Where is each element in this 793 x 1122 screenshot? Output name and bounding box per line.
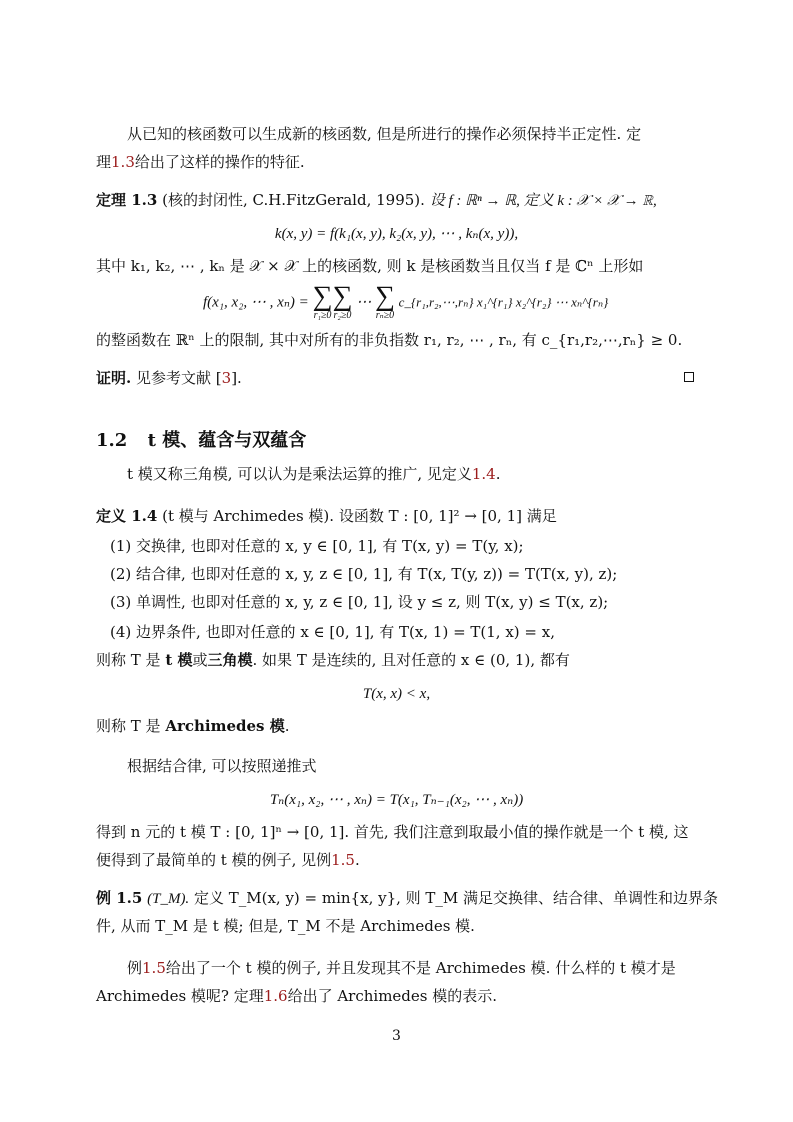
example-title: (T_M). [147, 891, 190, 907]
section-title: t 模、蕴含与双蕴含 [147, 430, 307, 451]
proof [96, 368, 242, 388]
theorem-line3: 的整函数在 ℝⁿ 上的限制, 其中对所有的非负指数 r₁, r₂, ⋯ , rₙ, 有 c_{r₁,r₂,⋯,rₙ} ≥ 0. [96, 331, 683, 349]
definition-item-2: (2) 结合律, 也即对任意的 x, y, z ∈ [0, 1], 有 T(x, T(y, z)) = T(T(x, y), z); [110, 565, 618, 583]
section-heading [96, 426, 306, 452]
definition-item-1: (1) 交换律, 也即对任意的 x, y ∈ [0, 1], 有 T(x, y) = T(y, x); [110, 537, 524, 555]
theorem-1-3-header [96, 190, 657, 211]
para3-line3 [96, 850, 360, 870]
definition-title: (t 模与 Archimedes 模). [162, 507, 335, 525]
definition-final [96, 716, 290, 736]
concl-e: . 如果 T 是连续的, 且对任意的 x ∈ (0, 1), 都有 [252, 651, 570, 669]
sum-n [374, 281, 395, 321]
para1-line2 [96, 152, 305, 172]
final-c: . [284, 717, 290, 735]
theorem-title: (核的封闭性, C.H.FitzGerald, 1995). [162, 191, 425, 209]
definition-1-4-header [96, 506, 557, 526]
para4-line2-b: 给出了 Archimedes 模的表示. [287, 987, 498, 1005]
final-a: 则称 T 是 [96, 717, 161, 735]
eq2-term: c_{r₁,r₂,⋯,rₙ} x₁^{r₁} x₂^{r₂} ⋯ xₙ^{rₙ} [398, 294, 609, 310]
example-line1-text: 定义 T_M(x, y) = min{x, y}, 则 T_M 满足交换律、结合律、单调性和边界条 [193, 889, 719, 907]
para4-line1 [127, 958, 676, 978]
para2-text-a: t 模又称三角模, 可以认为是乘法运算的推广, 见定义 [127, 465, 472, 483]
para4-line1-a: 例 [127, 959, 143, 977]
final-b: Archimedes 模 [165, 717, 285, 735]
para4-line2-a: Archimedes 模呢? 定理 [96, 987, 264, 1005]
example-1-5-line2: 件, 从而 T_M 是 t 模; 但是, T_M 不是 Archimedes 模. [96, 917, 475, 935]
theorem-eq1: k(x, y) = f(k₁(x, y), k₂(x, y), ⋯ , kₙ(x, y)), [274, 226, 519, 242]
theorem-eq2 [203, 281, 609, 321]
sigma-icon: ∑ [312, 281, 333, 312]
concl-b: t 模 [165, 651, 193, 669]
proof-text-a: 见参考文献 [ [136, 369, 222, 387]
page-number: 3 [392, 1028, 401, 1044]
concl-d: 三角模 [207, 651, 253, 669]
concl-c: 或 [192, 651, 208, 669]
definition-conclusion [96, 650, 570, 670]
sigma-icon: ∑ [374, 281, 395, 312]
para1-line1: 从已知的核函数可以生成新的核函数, 但是所进行的操作必须保持半正定性. 定 [127, 125, 642, 143]
definition-eq: T(x, x) < x, [362, 686, 431, 702]
qed-box-icon [684, 372, 694, 382]
definition-item-4: (4) 边界条件, 也即对任意的 x ∈ [0, 1], 有 T(x, 1) = T(1, x) = x, [110, 623, 555, 641]
definition-item-3: (3) 单调性, 也即对任意的 x, y, z ∈ [0, 1], 设 y ≤ z, 则 T(x, y) ≤ T(x, z); [110, 593, 609, 611]
theorem-ref-link-2[interactable]: 1.6 [263, 987, 288, 1005]
concl-a: 则称 T 是 [96, 651, 161, 669]
para3-line3-b: . [354, 851, 360, 869]
para1-line2-a: 理 [96, 153, 112, 171]
sum-1 [312, 281, 333, 321]
definition-label: 定义 1.4 [96, 507, 158, 525]
example-ref-link[interactable]: 1.5 [331, 851, 355, 869]
para4-line1-b: 给出了一个 t 模的例子, 并且发现其不是 Archimedes 模. 什么样的 t 模才是 [165, 959, 676, 977]
theorem-ref-link[interactable]: 1.3 [111, 153, 135, 171]
para3-line1: 根据结合律, 可以按照递推式 [127, 757, 317, 775]
section-number: 1.2 [96, 430, 128, 451]
eq2-dots: ⋯ [356, 294, 372, 311]
example-1-5-line1 [96, 888, 718, 909]
sum-1-limit: r₁≥0 [313, 310, 332, 321]
para3-line2: 得到 n 元的 t 模 T : [0, 1]ⁿ → [0, 1]. 首先, 我们注意到取最小值的操作就是一个 t 模, 这 [96, 823, 689, 841]
definition-ref-link[interactable]: 1.4 [471, 465, 496, 483]
para3-eq: Tₙ(x₁, x₂, ⋯ , xₙ) = T(x₁, Tₙ₋₁(x₂, ⋯ , xₙ)) [269, 792, 524, 808]
para2-text-b: . [495, 465, 501, 483]
proof-text-b: ]. [231, 369, 242, 387]
theorem-intro: 设 f : ℝⁿ → ℝ, 定义 k : 𝒳 × 𝒳 → ℝ, [429, 193, 657, 209]
para3-line3-a: 便得到了最简单的 t 模的例子, 见例 [96, 851, 332, 869]
proof-label: 证明. [96, 369, 132, 387]
para4-line2 [96, 986, 497, 1006]
citation-link[interactable]: 3 [221, 369, 232, 387]
para2 [127, 464, 501, 484]
sigma-icon: ∑ [332, 281, 353, 312]
eq2-lhs: f(x₁, x₂, ⋯ , xₙ) = [203, 294, 309, 311]
theorem-line2: 其中 k₁, k₂, ⋯ , kₙ 是 𝒳 × 𝒳 上的核函数, 则 k 是核函数当且仅当 f 是 ℂⁿ 上形如 [96, 257, 644, 275]
example-label: 例 1.5 [96, 889, 143, 907]
para1-line2-b: 给出了这样的操作的特征. [134, 153, 305, 171]
definition-intro: 设函数 T : [0, 1]² → [0, 1] 满足 [338, 507, 557, 525]
example-ref-link-2[interactable]: 1.5 [142, 959, 166, 977]
theorem-label: 定理 1.3 [96, 191, 158, 209]
sum-2-limit: r₂≥0 [333, 310, 352, 321]
sum-n-limit: rₙ≥0 [375, 310, 395, 321]
sum-2 [332, 281, 353, 321]
